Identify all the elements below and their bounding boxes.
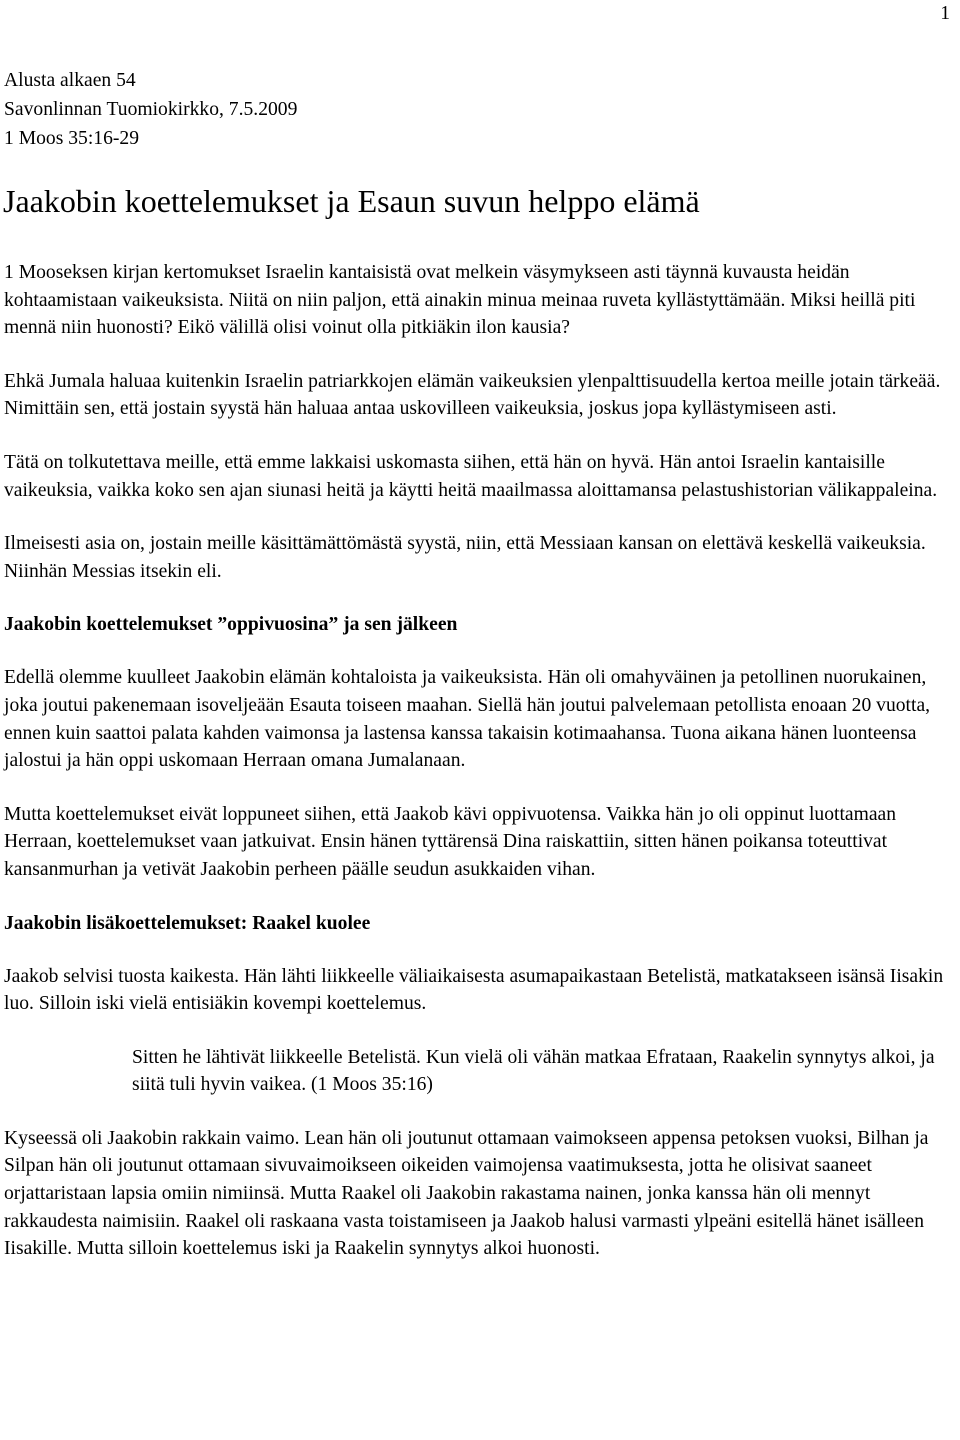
paragraph: Ilmeisesti asia on, jostain meille käsittämättömästä syystä, niin, että Messiaan kansan on elettävä keskellä vaikeuksia. Niinhän Messias itsekin eli.	[4, 533, 926, 582]
paragraph: Jaakob selvisi tuosta kaikesta. Hän lähti liikkeelle väliaikaisesta asumapaikastaan Betelistä, matkatakseen isänsä Iisakin luo. Silloin iski vielä entisiäkin kovempi koettelemus.	[4, 965, 944, 1015]
paragraph: 1 Mooseksen kirjan kertomukset Israelin kantaisistä ovat melkein väsymykseen asti täynnä kuvausta heidän kohtaamistaan vaikeuksista. Niitä on niin paljon, että ainakin minua meinaa ruveta kyllästyttämään. Miksi heillä piti mennä niin huonosti? Eikö välillä olisi voinut olla pitkiäkin ilon kausia?	[4, 262, 916, 339]
paragraph: Mutta koettelemukset eivät loppuneet siihen, että Jaakob kävi oppivuotensa. Vaikka hän jo oli oppinut luottamaan Herraan, koettelemukset vaan jatkuivat. Ensin hänen tyttärensä Dina raiskattiin, sitten hänen poikansa toteuttivat kansanmurhan ja vetivät Jaakobin perheen päälle seudun asukkaiden vihan.	[4, 803, 897, 880]
section-heading: Jaakobin lisäkoettelemukset: Raakel kuolee	[4, 912, 371, 934]
paragraph: Ehkä Jumala haluaa kuitenkin Israelin patriarkkojen elämän vaikeuksien ylenpalttisuudella kertoa meille jotain tärkeää. Nimittäin sen, että jostain syystä hän haluaa antaa uskovilleen vaikeuksia, joskus jopa kyllästymiseen asti.	[4, 370, 941, 420]
paragraph: Edellä olemme kuulleet Jaakobin elämän kohtaloista ja vaikeuksista. Hän oli omahyväinen ja petollinen nuorukainen, joka joutui pakenemaan isoveljeään Esauta toiseen maahan. Siellä hän joutui palvelemaan petollista enoaan 20 vuotta, ennen kuin saattoi palata kahden vaimonsa ja lastensa kanssa takaisin kotimaahansa. Tuona aikana hänen luonteensa jalostui ja hän oppi uskomaan Herraan omana Jumalanaan.	[4, 667, 931, 772]
sermon-body	[4, 259, 956, 1289]
paragraph: Tätä on tolkutettava meille, että emme lakkaisi uskomasta siihen, että hän on hyvä. Hän antoi Israelin kantaisille vaikeuksia, vaikka koko sen ajan siunasi heitä ja käytti heitä maailmassa aloittamansa pelastushistorian välikappaleina.	[4, 451, 938, 501]
paragraph: Kyseessä oli Jaakobin rakkain vaimo. Lean hän oli joutunut ottamaan vaimokseen appensa petoksen vuoksi, Bilhan ja Silpan hän oli joutunut ottamaan sivuvaimoikseen oikeiden vaimojensa vaatimuksesta, jotta he olisivat saaneet orjattaristaan lapsia omiin nimiinsä. Mutta Raakel oli Jaakobin rakastama nainen, jonka kanssa hän oli mennyt rakkaudesta naimisiin. Raakel oli raskaana vasta toistamiseen ja Jaakob halusi varmasti ylpeäni esitellä hänet isälleen Iisakille. Mutta silloin koettelemus iski ja Raakelin synnytys alkoi huonosti.	[4, 1127, 929, 1260]
scripture-quote: Sitten he lähtivät liikkeelle Betelistä. Kun vielä oli vähän matkaa Efrataan, Raakelin synnytys alkoi, ja siitä tuli hyvin vaikea. (1 Moos 35:16)	[132, 1046, 935, 1096]
series-line: Alusta alkaen 54	[4, 70, 136, 91]
venue-date-line: Savonlinnan Tuomiokirkko, 7.5.2009	[4, 99, 298, 120]
page-title: Jaakobin koettelemukset ja Esaun suvun helppo elämä	[3, 183, 700, 219]
scripture-reference: 1 Moos 35:16-29	[4, 128, 139, 149]
sermon-header	[4, 66, 904, 153]
section-heading: Jaakobin koettelemukset ”oppivuosina” ja sen jälkeen	[4, 614, 458, 636]
page-number: 1	[940, 3, 950, 24]
